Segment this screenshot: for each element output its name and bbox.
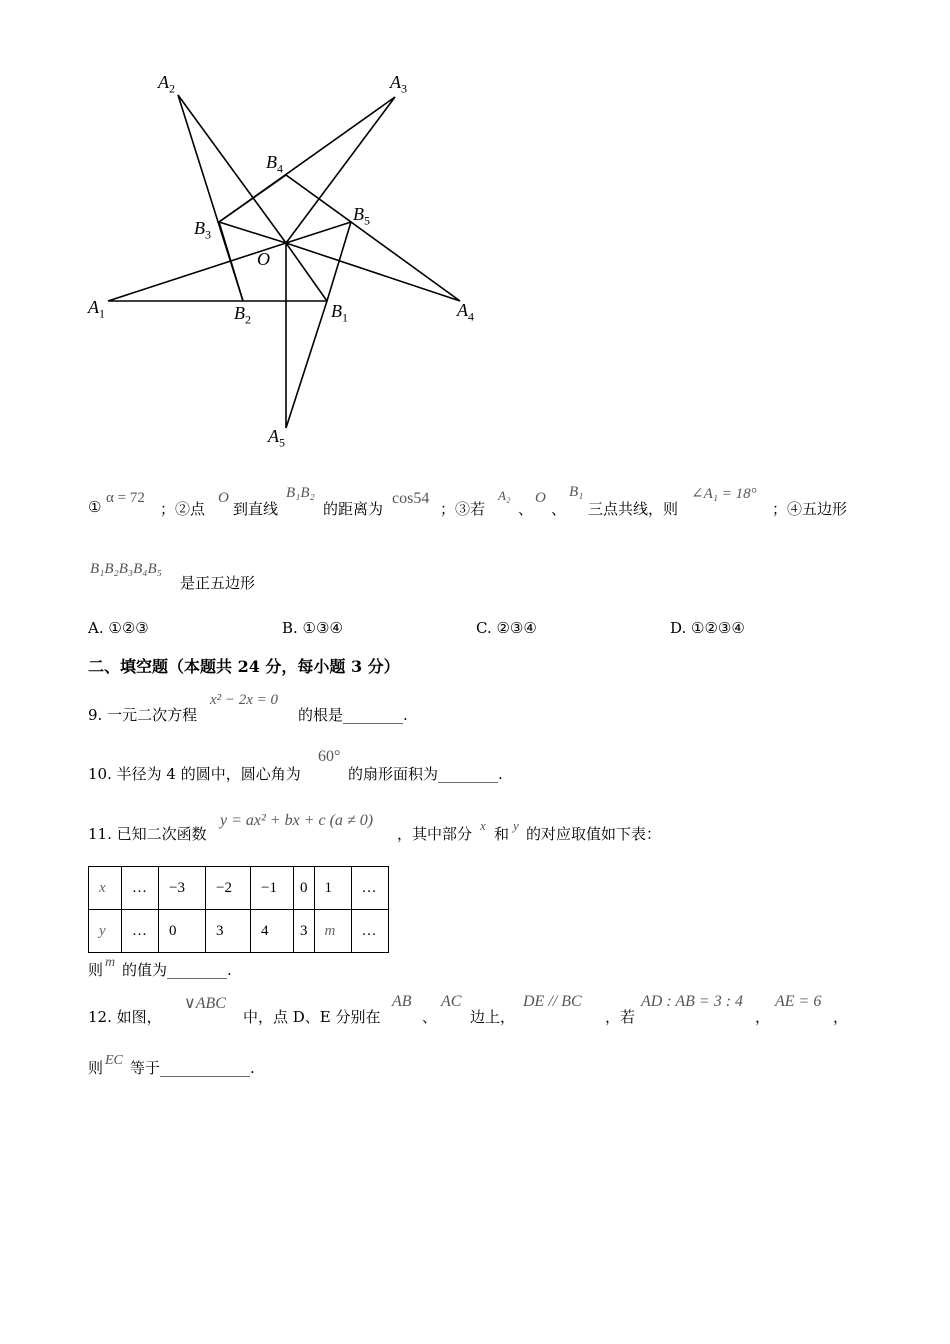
q12-text-4: ，若 <box>605 1008 636 1026</box>
table-cell: x <box>89 867 122 910</box>
q12-math-triangle: ∨ABC <box>184 995 226 1012</box>
spoke-ob1 <box>286 243 327 301</box>
q12-text-5: ， <box>755 1008 771 1026</box>
value-table <box>88 866 389 953</box>
q8-text-9: 是正五边形 <box>180 574 256 592</box>
q11-answer-prefix: 则 <box>88 961 104 979</box>
q12-text-2: 、 <box>422 1008 438 1026</box>
table-cell: 3 <box>206 910 251 953</box>
label-a4: $A_4$ <box>457 300 474 324</box>
label-b3: $B_3$ <box>194 218 211 242</box>
q9-suffix: 的根是________. <box>298 706 408 724</box>
choice-c[interactable]: C. ②③④ <box>476 619 537 637</box>
q11-and: 和 <box>494 825 510 843</box>
label-b2: $B_2$ <box>234 303 251 327</box>
q8-math-b1: B₁ <box>569 484 584 500</box>
q9-math: x² − 2x = 0 <box>210 692 279 708</box>
label-a2: $A_2$ <box>158 72 175 96</box>
inner-pentagon <box>219 175 351 301</box>
q8-math-alpha: α = 72 <box>106 490 145 506</box>
label-o: O <box>257 249 270 269</box>
q9-prefix: 9. 一元二次方程 <box>88 706 198 724</box>
choice-a[interactable]: A. ①②③ <box>88 619 149 637</box>
q8-text-6: 、 <box>551 500 567 518</box>
table-cell: … <box>122 867 159 910</box>
table-cell: 4 <box>251 910 294 953</box>
q11-math: y = ax² + bx + c (a ≠ 0) <box>220 812 374 829</box>
q11-answer-m: m <box>105 955 116 970</box>
q12-text-1: 中，点 D、E 分别在 <box>243 1008 381 1026</box>
table-cell: y <box>89 910 122 953</box>
q12-line2-suffix: 等于____________. <box>130 1059 255 1077</box>
q12-text-6: ， <box>833 1008 849 1026</box>
q12-line2-prefix: 则 <box>88 1059 104 1077</box>
q10-prefix: 10. 半径为 4 的圆中，圆心角为 <box>88 765 301 783</box>
q8-math-b1b2: B₁B₂ <box>286 485 315 501</box>
table-cell: 0 <box>294 867 315 910</box>
table-cell: −3 <box>159 867 206 910</box>
label-a5: $A_5$ <box>268 426 285 450</box>
table-cell: … <box>351 867 388 910</box>
star-figure <box>0 0 520 460</box>
table-cell: −2 <box>206 867 251 910</box>
table-row-y <box>89 910 389 953</box>
q8-math-o: O <box>218 490 229 506</box>
table-cell: −1 <box>251 867 294 910</box>
q8-math-cos: cos54 <box>392 490 430 507</box>
q8-text-7: 三点共线，则 <box>588 500 679 518</box>
q11-prefix: 11. 已知二次函数 <box>88 825 207 843</box>
label-a3: $A_3$ <box>390 72 407 96</box>
table-cell: 1 <box>314 867 351 910</box>
q11-mid: ，其中部分 <box>397 825 473 843</box>
q12-math-ec: EC <box>105 1053 123 1068</box>
q8-math-o2: O <box>535 490 546 506</box>
q10-suffix: 的扇形面积为________. <box>348 765 503 783</box>
q12-math-ratio: AD : AB = 3 : 4 <box>641 993 744 1010</box>
q12-math-ab: AB <box>392 993 412 1010</box>
q11-suffix: 的对应取值如下表： <box>526 825 662 843</box>
q12-math-ac: AC <box>441 993 462 1010</box>
q8-math-a2: A₂ <box>498 488 511 503</box>
q8-math-pentagon: B₁B₂B₃B₄B₅ <box>90 561 162 577</box>
label-b4: $B_4$ <box>266 152 283 176</box>
q12-text-3: 边上， <box>470 1008 516 1026</box>
table-cell: … <box>351 910 388 953</box>
table-cell: 0 <box>159 910 206 953</box>
label-b1: $B_1$ <box>331 301 348 325</box>
q8-math-angle: ∠A₁ = 18° <box>691 486 757 502</box>
label-b5: $B_5$ <box>353 204 370 228</box>
spoke-ob5 <box>286 222 351 243</box>
section-heading: 二、填空题（本题共 24 分，每小题 3 分） <box>88 657 400 676</box>
q10-math: 60° <box>318 748 341 765</box>
q11-answer-suffix: 的值为________. <box>122 961 232 979</box>
q8-text-3: 的距离为 <box>323 500 384 518</box>
table-row-x <box>89 867 389 910</box>
table-cell: … <box>122 910 159 953</box>
star-edge-a2 <box>178 95 286 301</box>
q12-math-parallel: DE // BC <box>523 993 582 1010</box>
spoke-ob3 <box>219 222 286 243</box>
q8-text-4: ；③若 <box>440 500 486 518</box>
q8-text-2: 到直线 <box>233 500 279 518</box>
q8-text-8: ；④五边形 <box>772 500 848 518</box>
choice-b[interactable]: B. ①③④ <box>282 619 343 637</box>
table-cell: 3 <box>294 910 315 953</box>
q8-text-1: ；②点 <box>160 500 206 518</box>
q12-prefix: 12. 如图， <box>88 1008 162 1026</box>
label-a1: $A_1$ <box>88 297 105 321</box>
q8-text-5: 、 <box>518 500 534 518</box>
table-cell: m <box>314 910 351 953</box>
q11-math-x: x <box>480 818 486 833</box>
choice-d[interactable]: D. ①②③④ <box>670 619 745 637</box>
q11-math-y: y <box>513 818 519 833</box>
q12-math-ae: AE = 6 <box>775 993 822 1010</box>
q8-statement-1-marker: ① <box>88 498 102 516</box>
